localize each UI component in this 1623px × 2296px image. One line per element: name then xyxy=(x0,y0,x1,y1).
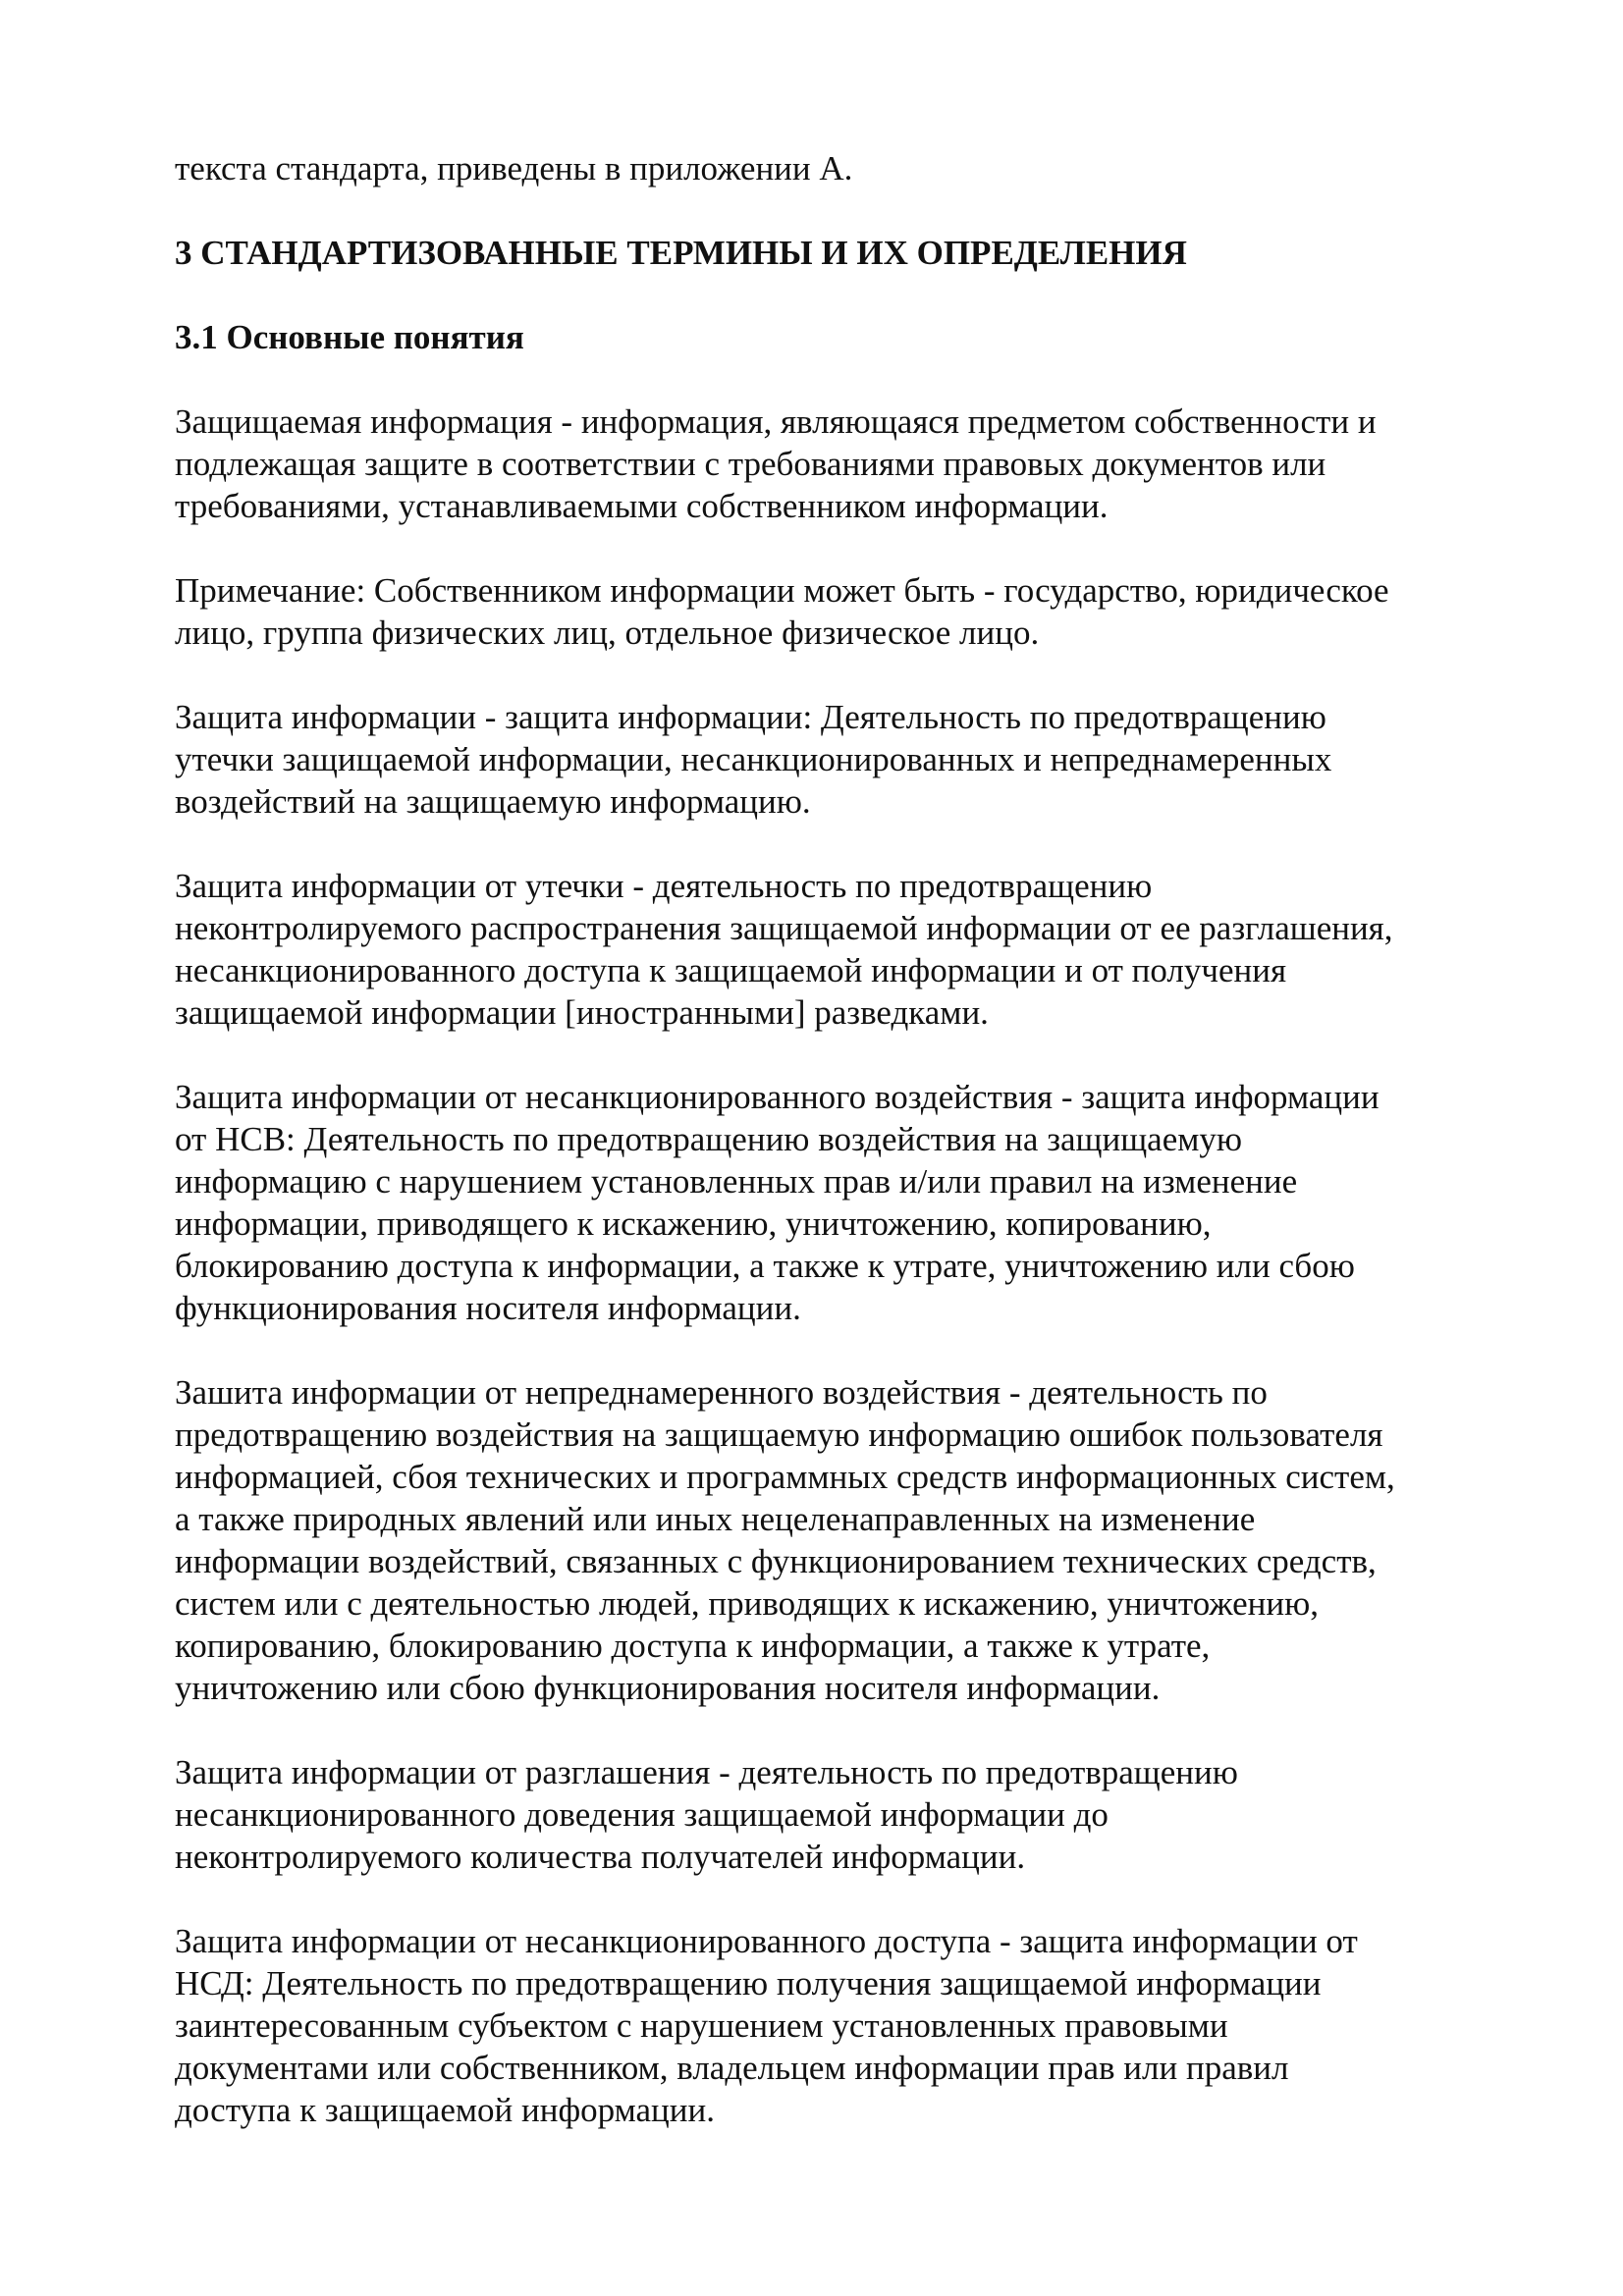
paragraph-line: доступа к защищаемой информации. xyxy=(175,2091,716,2129)
paragraph-line: систем или с деятельностью людей, приводящих к искажению, уничтожению, xyxy=(175,1584,1319,1623)
paragraph-line: Защищаемая информация - информация, являющаяся предметом собственности и xyxy=(175,402,1377,441)
paragraph-line: утечки защищаемой информации, несанкционированных и непреднамеренных xyxy=(175,740,1332,778)
paragraph-note xyxy=(175,569,1490,654)
paragraph-line: информации, приводящего к искажению, уничтожению, копированию, xyxy=(175,1204,1212,1243)
paragraph-line: воздействий на защищаемую информацию. xyxy=(175,782,811,821)
paragraph-line: несанкционированного доступа к защищаемой информации и от получения xyxy=(175,951,1287,989)
paragraph-line: НСД: Деятельность по предотвращению получения защищаемой информации xyxy=(175,1964,1322,2002)
paragraph-unauthorized-impact xyxy=(175,1076,1490,1329)
paragraph-line: функционирования носителя информации. xyxy=(175,1289,801,1327)
paragraph-line: Защита информации от несанкционированного воздействия - защита информации xyxy=(175,1078,1380,1116)
paragraph-unauthorized-access xyxy=(175,1920,1490,2131)
paragraph-leak-protection xyxy=(175,865,1490,1034)
paragraph-line: информации воздействий, связанных с функционированием технических средств, xyxy=(175,1542,1377,1580)
paragraph-line: документами или собственником, владельцем информации прав или правил xyxy=(175,2049,1289,2087)
intro-line: текста стандарта, приведены в приложении А. xyxy=(175,149,853,187)
paragraph-information-protection xyxy=(175,696,1490,823)
paragraph-line: заинтересованным субъектом с нарушением установленных правовыми xyxy=(175,2006,1228,2045)
paragraph-line: предотвращению воздействия на защищаемую информацию ошибок пользователя xyxy=(175,1415,1383,1454)
paragraph-unintentional-impact xyxy=(175,1371,1490,1709)
paragraph-line: блокированию доступа к информации, а также к утрате, уничтожению или сбою xyxy=(175,1247,1355,1285)
paragraph-protected-information xyxy=(175,400,1490,527)
paragraph-line: уничтожению или сбою функционирования носителя информации. xyxy=(175,1669,1161,1707)
paragraph-line: лицо, группа физических лиц, отдельное физическое лицо. xyxy=(175,614,1040,652)
paragraph-line: Защита информации от разглашения - деятельность по предотвращению xyxy=(175,1753,1238,1791)
paragraph-line: требованиями, устанавливаемыми собственником информации. xyxy=(175,487,1109,525)
paragraph-line: Защита информации - защита информации: Деятельность по предотвращению xyxy=(175,698,1326,736)
paragraph-line: копированию, блокированию доступа к информации, а также к утрате, xyxy=(175,1627,1211,1665)
paragraph-line: несанкционированного доведения защищаемой информации до xyxy=(175,1795,1109,1834)
paragraph-line: информацией, сбоя технических и программных средств информационных систем, xyxy=(175,1458,1395,1496)
paragraph-line: Защита информации от утечки - деятельность по предотвращению xyxy=(175,867,1153,905)
section-heading: 3 СТАНДАРТИЗОВАННЫЕ ТЕРМИНЫ И ИХ ОПРЕДЕЛЕНИЯ xyxy=(175,234,1187,272)
paragraph-line: подлежащая защите в соответствии с требованиями правовых документов или xyxy=(175,445,1326,483)
paragraph-line: неконтролируемого количества получателей информации. xyxy=(175,1838,1026,1876)
paragraph-line: неконтролируемого распространения защищаемой информации от ее разглашения, xyxy=(175,909,1393,947)
paragraph-line: защищаемой информации [иностранными] разведками. xyxy=(175,993,989,1032)
paragraph-line: Зашита информации от непреднамеренного воздействия - деятельность по xyxy=(175,1373,1268,1412)
paragraph-line: а также природных явлений или иных нецеленаправленных на изменение xyxy=(175,1500,1256,1538)
paragraph-line: от НСВ: Деятельность по предотвращению воздействия на защищаемую xyxy=(175,1120,1243,1158)
page-content xyxy=(175,147,1490,2131)
paragraph-disclosure-protection xyxy=(175,1751,1490,1878)
paragraph-line: Защита информации от несанкционированного доступа - защита информации от xyxy=(175,1922,1358,1960)
paragraph-line: Примечание: Собственником информации может быть - государство, юридическое xyxy=(175,571,1389,610)
subsection-heading: 3.1 Основные понятия xyxy=(175,318,524,356)
paragraph-line: информацию с нарушением установленных прав и/или правил на изменение xyxy=(175,1162,1298,1201)
